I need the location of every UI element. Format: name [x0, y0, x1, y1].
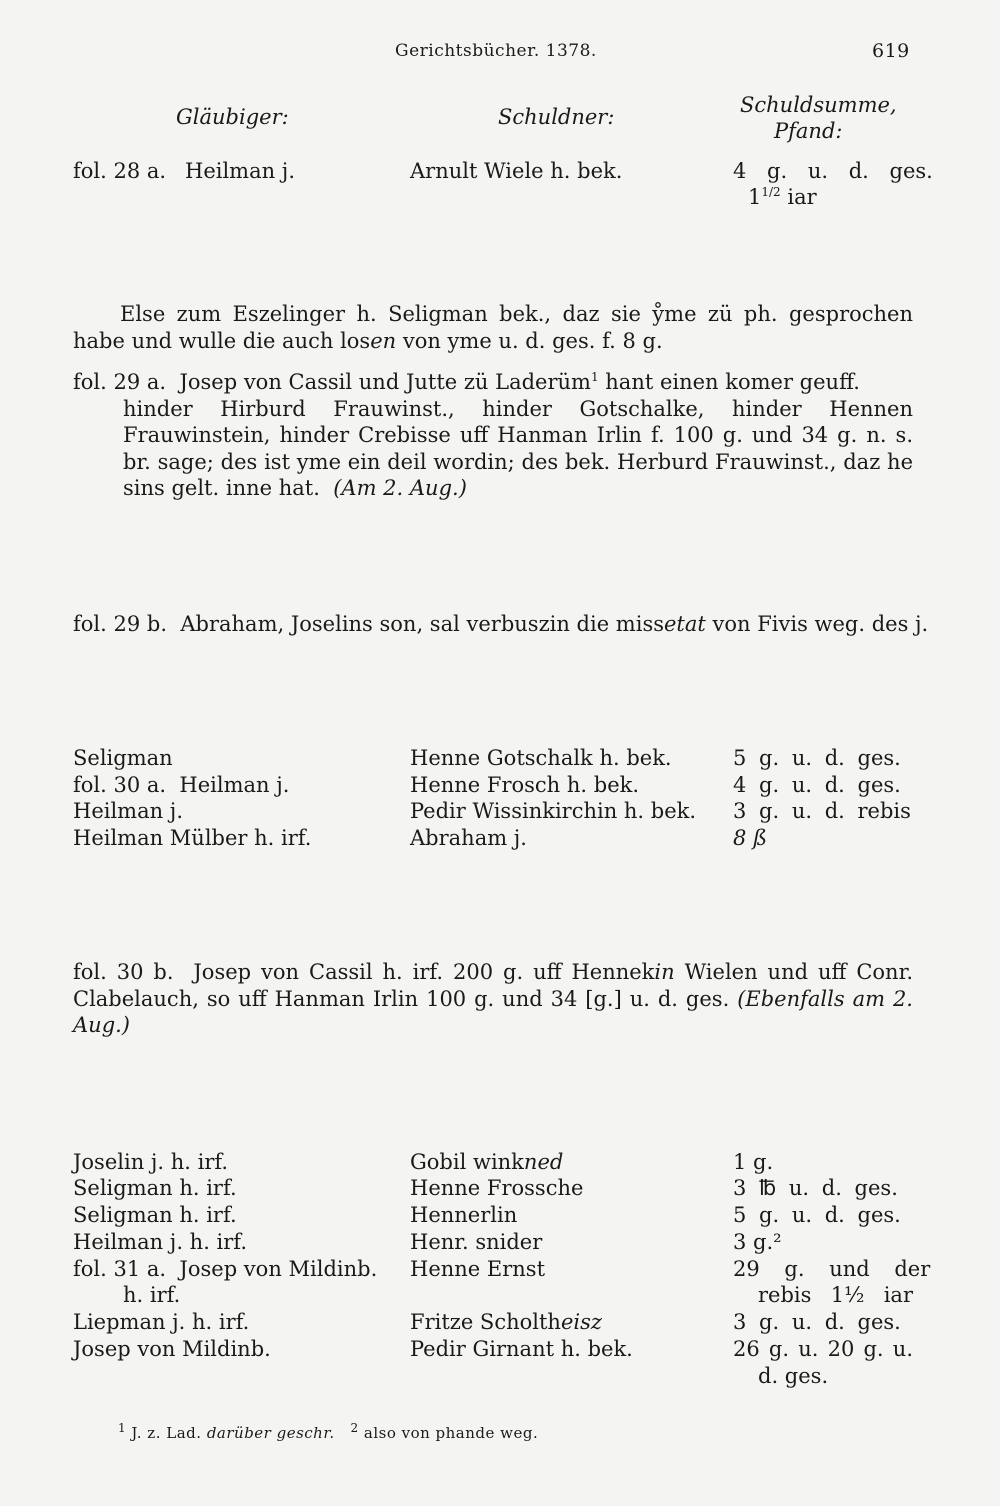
table-row-creditor: Josep von Mildinb.: [73, 1337, 271, 1361]
table-row-debtor: Fritze Scholtheisz: [410, 1310, 602, 1334]
column-heading-pfand: Pfand:: [774, 119, 843, 143]
table-row-creditor: Liepman j. h. irf.: [73, 1310, 250, 1334]
table-row-debtor: Henr. snider: [410, 1230, 543, 1254]
paragraph-else: Else zum Eszelinger h. Seligman bek., daz sie ẙme zü ph. gesprochen habe und wulle die auch losen von yme u. d. ges. f. 8 g.: [73, 302, 913, 353]
table-row-sum: 8 ß: [733, 826, 768, 850]
table-row-creditor: fol. 31 a. Josep von Mildinb.: [73, 1257, 378, 1281]
column-heading-summe: Schuldsumme,: [740, 93, 897, 117]
entry-sum-term: $1^{1/2}$ iar: [748, 185, 817, 209]
table-row-debtor: Henne Gotschalk h. bek.: [410, 746, 672, 770]
table-row-debtor: Abraham j.: [410, 826, 527, 850]
table-row-creditor: Seligman: [73, 746, 173, 770]
table-row-sum: 3 g. u. d. rebis: [733, 799, 911, 823]
table-row-creditor: fol. 30 a. Heilman j.: [73, 773, 290, 797]
table-row-sum: 5 g. u. d. ges.: [733, 1203, 901, 1227]
entry-fol: fol. 28 a.: [73, 159, 167, 183]
table-row-sum: 3 g.²: [733, 1230, 782, 1254]
date-note: (Am 2. Aug.): [333, 476, 467, 500]
table-row-sum: 26 g. u. 20 g. u.: [733, 1337, 913, 1361]
table-row-creditor: Seligman h. irf.: [73, 1203, 237, 1227]
table-row-creditor: Seligman h. irf.: [73, 1176, 237, 1200]
page-number: 619: [872, 40, 910, 62]
table-row-debtor: Henne Ernst: [410, 1257, 546, 1281]
column-heading-glaeubiger: Gläubiger:: [176, 105, 289, 129]
column-heading-schuldner: Schuldner:: [498, 105, 615, 129]
table-row-debtor: Gobil winkned: [410, 1150, 564, 1174]
entry-sum: 4 g. u. d. ges.: [733, 159, 933, 183]
table-row-debtor: Pedir Girnant h. bek.: [410, 1337, 633, 1361]
table-row-creditor: Heilman Mülber h. irf.: [73, 826, 312, 850]
table-row-debtor: Hennerlin: [410, 1203, 518, 1227]
table-row-creditor: Heilman j.: [73, 799, 183, 823]
paragraph-29a: fol. 29 a. Josep von Cassil und Jutte zü Laderüm$^1$ hant einen komer geuff. hinder Hirburd Frauwinst., hinder Gotschalke, hinder Hennen Frauwinstein, hinder Crebisse uff Hanman Irlin f. 100 g. und 34 g. n. s. br. sage; des ist yme ein deil wordin; des bek. Herburd Frauwinst., daz he sins gelt. inne hat. (Am 2. Aug.): [73, 370, 913, 500]
date-note: (Ebenfalls am 2. Aug.): [73, 986, 913, 1037]
table-row-sum: 29 g. und der: [733, 1257, 931, 1281]
paragraph-30b: fol. 30 b. Josep von Cassil h. irf. 200 g. uff Hennekin Wielen und uff Conr. Clabelauch, so uff Hanman Irlin 100 g. und 34 [g.] u. d. ges. (Ebenfalls am 2. Aug.): [73, 960, 913, 1037]
table-row-sum: 1 g.: [733, 1150, 774, 1174]
footnotes: $^1$ J. z. Lad. darüber geschr. $^2$ also von phande weg.: [118, 1421, 539, 1442]
table-row-sum: 3 ℔ u. d. ges.: [733, 1176, 898, 1200]
table-row-creditor: Heilman j. h. irf.: [73, 1230, 247, 1254]
table-row-sum: 5 g. u. d. ges.: [733, 746, 901, 770]
table-row-debtor: Henne Frossche: [410, 1176, 584, 1200]
table-row-sum: 3 g. u. d. ges.: [733, 1310, 901, 1334]
entry-creditor: Heilman j.: [185, 159, 295, 183]
table-row-creditor: h. irf.: [123, 1283, 181, 1307]
table-row-sum: d. ges.: [758, 1364, 829, 1388]
table-row-creditor: Joselin j. h. irf.: [73, 1150, 229, 1174]
table-row-sum: 4 g. u. d. ges.: [733, 773, 901, 797]
table-row-debtor: Henne Frosch h. bek.: [410, 773, 640, 797]
table-row-debtor: Pedir Wissinkirchin h. bek.: [410, 799, 697, 823]
paragraph-29b: fol. 29 b. Abraham, Joselins son, sal verbuszin die missetat von Fivis weg. des j.: [73, 612, 929, 636]
entry-debtor: Arnult Wiele h. bek.: [410, 159, 623, 183]
running-title: Gerichtsbücher. 1378.: [395, 41, 597, 61]
table-row-sum: rebis 1½ iar: [758, 1283, 913, 1307]
